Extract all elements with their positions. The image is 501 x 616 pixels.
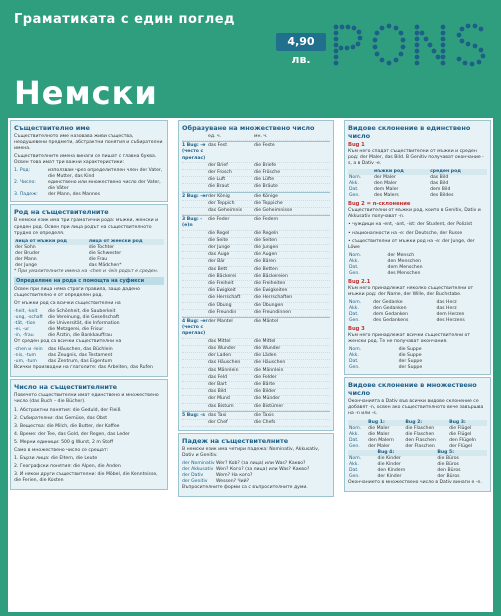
table-row: Dat. dem Maler dem Bild [349, 187, 451, 193]
logo-letter-o-icon [371, 22, 407, 68]
plural-form: die Herrschaften [254, 295, 293, 301]
plural-form: die Federn [254, 217, 279, 223]
bug1-text: Към него спадат съществителни от мъжки и среден род: der Maler, das Bild. В Genitiv получават окончание -s, а в Dativ -e. [348, 149, 484, 167]
plural-row [182, 303, 330, 310]
table-row: Nom. der Maler das Bild [349, 175, 449, 181]
table-row: Gen. des Menschen [349, 270, 421, 276]
table-row: der Junge das Mädchen* [15, 262, 122, 268]
singular-form: der König [208, 193, 230, 199]
table-row: Gen. der Suppe [349, 365, 423, 371]
plural-row [182, 375, 330, 382]
number-item: 3. Вещества: die Milch, die Butter, der Kaffee [14, 423, 120, 429]
number-intro: Повечето съществителни имат единствено и множествено число (das Buch – die Bücher). [14, 393, 159, 405]
plural-group-label: 5 Bug: -s [182, 412, 205, 418]
column-right [342, 118, 493, 494]
plural-form: die Briefe [254, 162, 277, 168]
singular-form: die Regel [208, 230, 230, 236]
singular-form: das Männlein [208, 367, 239, 373]
plural-row [182, 295, 330, 302]
plural-form: die Könige [254, 193, 279, 199]
suffix-row: -ung, -schaft die Vereinung, die Gesellschaft [14, 315, 120, 321]
table-row: der Sohn die Tochter [15, 244, 115, 250]
gender-table [14, 239, 164, 269]
plural-heading: Образуване на множествено число [182, 124, 315, 132]
table-row: der Mann die Frau [15, 256, 108, 262]
plural-form: die Taxis [254, 412, 274, 418]
column-middle [176, 118, 336, 499]
singular-form: die Luft [208, 177, 226, 183]
table-row: Nom. der Mensch [349, 252, 415, 258]
plural-row [182, 184, 330, 191]
singular-form: der Mund [208, 396, 230, 402]
plural-form: die Mittel [254, 338, 276, 344]
table-row: Nom. die Kinder die Büros [349, 455, 459, 461]
bug3-label: Bug 3 [348, 326, 365, 333]
plural-row [182, 368, 330, 375]
table-row: Gen. des Malers des Bildes [349, 193, 454, 199]
plural-form: die Bäckereien [254, 273, 288, 279]
table-row: Gen. des Gedankens des Herzens [349, 318, 465, 324]
singular-form: der Bart [208, 381, 227, 387]
plural-group [182, 411, 330, 427]
plural-row [182, 217, 330, 230]
logo-letter-p-icon [330, 22, 366, 68]
case-row: der Dativ Wem? На кого? [182, 473, 253, 479]
table-row: der Bruder die Schwester [15, 250, 122, 256]
bug21-label: Bug 2.1 [348, 278, 371, 285]
plural-decl-table-1 [348, 420, 487, 450]
table-row: Akk. den Gedanken das Herz [349, 306, 457, 312]
plural-decl-heading: Видове склонение в множествено число [348, 381, 477, 398]
table-row: Akk. die Suppe [349, 353, 422, 359]
decl-table-4 [348, 347, 487, 371]
plural-form: die Lüfte [254, 177, 275, 183]
suffix-row: -ei, -ur die Metzgerei, die Frisur [14, 327, 104, 333]
singular-form: das Auge [208, 252, 230, 258]
plural-row [182, 274, 330, 281]
bug2-item: • съществителни от мъжки род на -e: der Junge, der Löwe [348, 238, 475, 250]
singular-form: das Feld [208, 374, 227, 380]
plural-decl-panel [344, 377, 491, 491]
singular-form: die Seite [208, 237, 229, 243]
plural-form: die Teppiche [254, 200, 283, 206]
table-header: Bug 1: Bug 2: Bug 3: [348, 420, 487, 426]
table-row: Akk. die Kinder die Büros [349, 461, 459, 467]
singular-form: das Fest [208, 143, 227, 149]
plural-form: die Läden [254, 353, 277, 359]
number-item: 3. И някои други съществителни: die Möbel, die Kenntnisse, die Ferien, die Kosten [14, 472, 158, 484]
singular-form: der Teppich [208, 200, 235, 206]
plural-form: die Mäntel [254, 319, 279, 325]
singular-form: das Wunder [208, 345, 236, 351]
singular-form: der Bär [208, 259, 225, 265]
plural-group [182, 317, 330, 411]
number-item: 5. Мерни единици: 500 g Wurst, 2 m Stoff [14, 439, 114, 445]
noun-intro-2: Съществителните имена винаги се пишат с главна буква. Освен това имат три важни характеристики: [14, 154, 157, 166]
decl-table-3 [348, 300, 487, 324]
table-row: Gen. der Maler der Flaschen der Flügel [349, 443, 473, 449]
plural-form: die Häuschen [254, 360, 286, 366]
case-outro: Въпросителните форми са с въпросителните думи. [182, 485, 308, 491]
plural-form: die Bären [254, 259, 276, 265]
plural-header: ед. ч. мн. ч. [182, 134, 330, 141]
number-heading: Число на съществителните [14, 383, 118, 392]
plural-panel [178, 120, 334, 431]
table-row: Nom. die Suppe [349, 347, 422, 353]
suffix-row: -nis, -tum das Zeugnis, das Testament [14, 353, 113, 359]
table-row: Dat. dem Menschen [349, 264, 423, 270]
table-row: Nom. der Gedanke das Herz [349, 300, 457, 306]
table-row: Dat. den Kindern den Büros [349, 467, 461, 473]
plural-row [182, 310, 330, 317]
suffix-row: -um, -tum das Zentrum, das Eigentum [14, 359, 113, 365]
plural-row [182, 396, 330, 403]
plural-group-label: 3 Bug: -(e)n [182, 217, 203, 229]
number-panel [10, 379, 168, 490]
plural-row [182, 267, 330, 274]
decl-table-1 [348, 169, 487, 199]
case-row: der Genitiv Wessen? Чий? [182, 479, 250, 485]
table-row: Akk. die Maler die Flaschen die Flügel [349, 431, 472, 437]
bug2-text: Съществителни от мъжки род, които в Genitiv, Dativ и Akkusativ получават -n. [348, 208, 481, 220]
logo-letter-n-icon [412, 22, 448, 68]
plural-form: die Jungen [254, 245, 279, 251]
plural-form: die Münder [254, 396, 280, 402]
gender-panel [10, 204, 168, 377]
noun-intro: Съществителното име назовава живи същества, неодушевени предмети, абстрактни понятия и събирателни имена. [14, 134, 163, 152]
bug2-item: • националности на -e: der Deutsche, der Russe [348, 230, 463, 236]
singular-form: der Mantel [208, 319, 233, 325]
singular-form: die Braut [208, 184, 230, 190]
number-item: 2. Географски понятия: die Alpen, die Anden [14, 464, 121, 470]
plural-row [182, 404, 330, 411]
suffix-rule-m: От мъжки род са всички съществителни на [14, 301, 121, 307]
table-row: Akk. den Menschen [349, 258, 421, 264]
singular-form: der Junge [208, 245, 231, 251]
bug1-label: Bug 1 [348, 142, 365, 148]
table-header: лица от мъжки род лица от женски род [14, 239, 164, 245]
price-badge: 4,90 лв. [276, 33, 326, 51]
singular-form: das Taxi [208, 412, 227, 418]
noun-point: 3. Падеж: der Mann, des Mannes [14, 192, 101, 198]
table-row: Gen. der Kinder der Büros [349, 473, 460, 479]
singular-form: die Herrschaft [208, 295, 241, 301]
plural-groups [182, 141, 330, 427]
plural-form: die Ewigkeiten [254, 288, 288, 294]
plural-group-label: 2 Bug: -er [182, 193, 208, 199]
plural-form: die Seiten [254, 237, 278, 243]
decl-table-2 [348, 253, 487, 277]
singular-form: der Chef [208, 419, 228, 425]
number-item: 4. Време: der Tee, das Gold, der Regen, das Leder [14, 431, 130, 437]
case-intro: В немски език има четири падежа: Nominativ, Akkusativ, Dativ и Genitiv. [182, 447, 320, 459]
bug3-text: Към него принадлежат всички съществителни от женски род. Те не получават окончания. [348, 333, 471, 345]
singular-form: das Bild [208, 389, 227, 395]
gender-note: * При умалителните имена на -chen и -lein родът е среден. [14, 268, 159, 274]
plural-group [182, 141, 330, 191]
plural-row [182, 259, 330, 266]
noun-point: 1. Род: използвам чрез определителен член der Vater, die Mutter, das Kind [14, 168, 163, 180]
noun-point: 2. Число: единствено или множествено число der Vater, die Väter [14, 180, 161, 192]
table-header: Bug 4: Bug 5: [348, 450, 487, 456]
plural-row [182, 420, 330, 427]
plural-form: die Geheimnisse [254, 208, 293, 214]
table-row: Akk. den Maler das Bild [349, 181, 449, 187]
singular-decl-heading: Видове склонение в единствено число [348, 124, 471, 140]
suffix-rule-n: От среден род са всички съществителни на [14, 339, 122, 345]
plural-form: die Bistümer [254, 403, 284, 409]
plural-row [182, 346, 330, 353]
suffix-row: -tät, -tion die Universität, die Information [14, 321, 120, 327]
brand-logo [330, 22, 489, 68]
logo-letter-s-icon [453, 22, 489, 68]
plural-decl-table-2 [348, 450, 487, 480]
plural-form: die Freiheiten [254, 281, 286, 287]
suffix-intro: Освен при лица няма строги правила, защо дадено съществително е от определен род. [14, 286, 140, 298]
table-row: Dat. den Malern den Flaschen den Flügeln [349, 437, 476, 443]
singular-form: das Bett [208, 266, 228, 272]
plural-row [182, 194, 330, 201]
table-row: Dat. dem Gedanken dem Herzen [349, 312, 465, 318]
case-heading: Падеж на съществителните [182, 437, 289, 446]
singular-form: die Bäckerei [208, 273, 237, 279]
number-plural-only: Само в множествено число се срещат: [14, 447, 109, 453]
plural-form: die Regeln [254, 230, 279, 236]
cover-title: Немски [14, 74, 158, 112]
number-item: 2. Събирателни: das Gemüse, das Obst [14, 415, 108, 421]
plural-form: die Frösche [254, 170, 281, 176]
plural-row [182, 360, 330, 367]
bug21-text: Към него принадлежат няколко съществителни от мъжки род: der Name, der Wille, der Buchstabe. [348, 285, 474, 297]
plural-decl-intro: Окончанията в Dativ във всички видове склонение се добавят -n, освен ако съществителното вече завършва на -n или -s. [348, 399, 484, 417]
plural-form: die Chefs [254, 419, 276, 425]
plural-form: die Augen [254, 252, 278, 258]
plural-row [182, 143, 330, 163]
suffix-row: -chen и -lein das Häuschen, das Büchlein [14, 347, 113, 353]
case-panel [178, 433, 334, 497]
singular-form: der Brief [208, 162, 228, 168]
plural-form: die Bärte [254, 381, 275, 387]
plural-decl-outro: Окончанието в множествено число в Dativ винаги е -n. [348, 479, 482, 485]
plural-form: die Bilder [254, 389, 276, 395]
plural-form: die Wunder [254, 345, 281, 351]
singular-form: das Bistum [208, 403, 234, 409]
table-header: мъжки род среден род [348, 169, 487, 175]
plural-row [182, 231, 330, 238]
series-subtitle: Граматиката с един поглед [14, 12, 236, 27]
singular-form: die Freiheit [208, 281, 234, 287]
singular-form: der Frosch [208, 170, 232, 176]
number-item: 1. Бързи лица: die Eltern, die Leute [14, 456, 98, 462]
case-row: der Nominativ Wer? Kob? (за лица) или Was? Какво? [182, 461, 306, 467]
grammar-sheet [8, 118, 493, 612]
table-row: Dat. der Suppe [349, 359, 423, 365]
gender-intro: В немски език има три граматични рода: мъжки, женски и среден род. Освен при лица родът на съществителното трудно се определя. [14, 218, 159, 236]
singular-form: das Geheimnis [208, 208, 243, 214]
plural-row [182, 208, 330, 215]
plural-form: die Betten [254, 266, 278, 272]
plural-form: die Felder [254, 374, 277, 380]
suffix-tail: Всички производни на глаголите: das Arbeiten, das Rufen [14, 365, 153, 371]
noun-panel [10, 120, 168, 202]
plural-row [182, 319, 330, 339]
singular-form: das Mittel [208, 338, 231, 344]
singular-decl-panel [344, 120, 491, 375]
plural-row [182, 163, 330, 170]
suffix-row: -heit, -keit die Schönheit, die Sauberkeit [14, 309, 116, 315]
suffix-row: -in, -frau die Ärztin, die Bankkauffrau [14, 333, 112, 339]
plural-form: die Männlein [254, 367, 284, 373]
suffix-heading: Определяне на рода с помощта на суфикси [14, 277, 164, 285]
plural-group-label: 1 Bug: -e (често с преглас) [182, 143, 206, 161]
gender-heading: Род на съществителните [14, 208, 109, 217]
plural-row [182, 413, 330, 420]
plural-form: die Übungen [254, 302, 284, 308]
plural-group-label: 4 Bug: -er (често с преглас) [182, 319, 208, 337]
plural-form: die Freundinnen [254, 309, 291, 315]
noun-heading: Съществително име [14, 124, 90, 132]
table-row: Nom. die Maler die Flaschen die Flügel [349, 425, 472, 431]
singular-form: die Ewigkeit [208, 288, 236, 294]
plural-row [182, 339, 330, 346]
singular-form: der Laden [208, 353, 232, 359]
column-left [8, 118, 170, 492]
plural-group [182, 215, 330, 317]
singular-form: die Feder [208, 217, 230, 223]
plural-form: die Feste [254, 143, 275, 149]
bug2-label: Bug 2 = n-склонение [348, 201, 411, 208]
plural-group [182, 192, 330, 216]
case-row: der Akkusativ Wen? Кого? (за лица) или Was? Какво? [182, 467, 310, 473]
number-item: 1. Абстрактни понятия: die Geduld, der Fleiß [14, 407, 121, 413]
bug2-item: • чуждици на -ent, -ant, -ist: der Student, der Polizist [348, 222, 473, 228]
singular-form: die Freundin [208, 309, 237, 315]
singular-form: die Übung [208, 302, 232, 308]
plural-row [182, 201, 330, 208]
singular-form: das Häuschen [208, 360, 241, 366]
plural-form: die Bräute [254, 184, 278, 190]
plural-row [182, 238, 330, 245]
